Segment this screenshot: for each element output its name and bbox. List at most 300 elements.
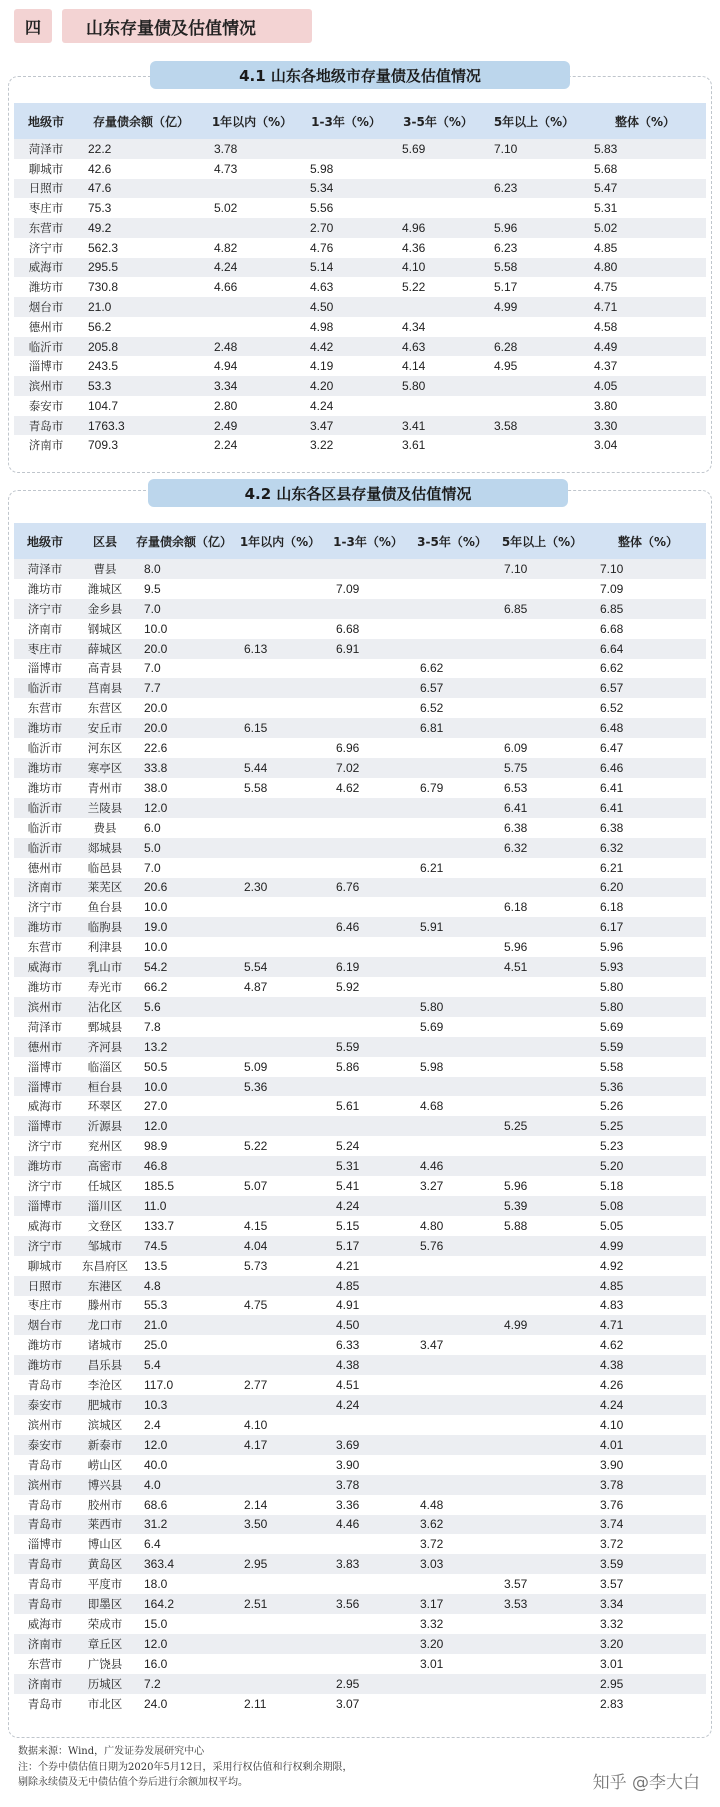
table-cell: 4.63 [392, 337, 484, 357]
table-cell: 淄川区 [76, 1196, 134, 1216]
table-cell [326, 599, 410, 619]
table-cell: 青岛市 [14, 1375, 76, 1395]
table-cell: 730.8 [78, 277, 204, 297]
table-cell: 2.80 [204, 396, 300, 416]
table-cell [494, 659, 590, 679]
table-cell [234, 997, 326, 1017]
table-row [14, 1116, 706, 1136]
table-cell [410, 1276, 494, 1296]
table-cell: 56.2 [78, 317, 204, 337]
table-cell: 5.58 [234, 778, 326, 798]
table2-header-row [14, 523, 706, 559]
table-cell: 潍城区 [76, 579, 134, 599]
table-cell [494, 1435, 590, 1455]
table-cell: 枣庄市 [14, 639, 76, 659]
table-row [14, 1276, 706, 1296]
table-cell: 42.6 [78, 159, 204, 179]
table-cell: 青岛市 [14, 1515, 76, 1535]
table-cell: 4.98 [300, 317, 392, 337]
table-cell: 5.09 [234, 1057, 326, 1077]
table-cell: 青岛市 [14, 1554, 76, 1574]
table-cell: 滨州市 [14, 376, 78, 396]
column-header: 地级市 [14, 523, 76, 559]
column-header: 区县 [76, 523, 134, 559]
table-cell: 5.02 [584, 218, 706, 238]
table-row [14, 277, 706, 297]
table-cell [326, 1654, 410, 1674]
table-cell: 5.17 [326, 1236, 410, 1256]
table-cell: 3.27 [410, 1176, 494, 1196]
table-cell [326, 678, 410, 698]
table-cell [234, 599, 326, 619]
table-cell: 2.51 [234, 1594, 326, 1614]
table-cell: 青岛市 [14, 1574, 76, 1594]
table-cell: 4.10 [392, 258, 484, 278]
table-cell: 滨州市 [14, 1415, 76, 1435]
table-cell: 243.5 [78, 356, 204, 376]
table-cell: 20.0 [134, 639, 234, 659]
table-cell: 菏泽市 [14, 559, 76, 579]
table-cell: 16.0 [134, 1654, 234, 1674]
table-cell: 6.57 [590, 678, 706, 698]
table-row [14, 435, 706, 455]
table-cell: 沂源县 [76, 1116, 134, 1136]
table-row [14, 659, 706, 679]
table-cell [234, 1455, 326, 1475]
table-cell: 3.50 [234, 1515, 326, 1535]
table-cell: 东昌府区 [76, 1256, 134, 1276]
table-cell [326, 997, 410, 1017]
table-cell: 4.62 [326, 778, 410, 798]
table-row [14, 579, 706, 599]
table-cell: 费县 [76, 818, 134, 838]
table-cell: 6.41 [590, 798, 706, 818]
table-row [14, 1196, 706, 1216]
table-cell [234, 937, 326, 957]
table-cell: 5.23 [590, 1136, 706, 1156]
table-cell [204, 297, 300, 317]
table-cell: 寒亭区 [76, 758, 134, 778]
table-cell: 5.80 [590, 977, 706, 997]
table-cell: 6.32 [590, 838, 706, 858]
table-cell: 潍坊市 [14, 1335, 76, 1355]
table-cell [494, 1415, 590, 1435]
table-cell [234, 1534, 326, 1554]
table-cell: 寿光市 [76, 977, 134, 997]
table-cell: 4.94 [204, 356, 300, 376]
data-source-note: 数据来源：Wind，广发证券发展研究中心 [18, 1746, 205, 1757]
table-cell: 4.71 [584, 297, 706, 317]
table-cell: 55.3 [134, 1296, 234, 1316]
table-row [14, 718, 706, 738]
table-cell [410, 798, 494, 818]
table-cell: 博兴县 [76, 1475, 134, 1495]
table-cell: 5.88 [494, 1216, 590, 1236]
table-cell: 5.56 [300, 198, 392, 218]
table2-title: 4.2 山东各区县存量债及估值情况 [148, 479, 568, 507]
table-cell [410, 878, 494, 898]
table-cell: 兰陵县 [76, 798, 134, 818]
table-cell [410, 1355, 494, 1375]
table-cell: 4.15 [234, 1216, 326, 1236]
table-cell: 曹县 [76, 559, 134, 579]
table-cell: 4.99 [484, 297, 584, 317]
table-cell: 20.6 [134, 878, 234, 898]
table-cell: 3.03 [410, 1554, 494, 1574]
table-row [14, 1415, 706, 1435]
table-cell: 15.0 [134, 1614, 234, 1634]
table-row [14, 1335, 706, 1355]
column-header: 1-3年（%） [326, 523, 410, 559]
table-cell: 5.25 [590, 1116, 706, 1136]
table-cell: 5.91 [410, 917, 494, 937]
table-cell [326, 698, 410, 718]
table-cell [494, 1096, 590, 1116]
table-cell: 4.76 [300, 238, 392, 258]
table-row [14, 1017, 706, 1037]
table-cell: 3.41 [392, 416, 484, 436]
table-cell [410, 1315, 494, 1335]
table-cell: 菏泽市 [14, 139, 78, 159]
table-row [14, 1654, 706, 1674]
table-cell: 2.14 [234, 1495, 326, 1515]
table-cell: 12.0 [134, 1634, 234, 1654]
table-row [14, 1674, 706, 1694]
table-cell: 新泰市 [76, 1435, 134, 1455]
table-cell: 4.05 [584, 376, 706, 396]
table-cell [494, 1156, 590, 1176]
table-cell [494, 1554, 590, 1574]
table-cell [494, 1395, 590, 1415]
table-row [14, 1176, 706, 1196]
table-cell: 济南市 [14, 1674, 76, 1694]
table-cell [204, 179, 300, 199]
table-cell: 74.5 [134, 1236, 234, 1256]
table-cell: 东营区 [76, 698, 134, 718]
table-cell: 21.0 [78, 297, 204, 317]
table-row [14, 897, 706, 917]
table-cell [234, 917, 326, 937]
table-cell: 562.3 [78, 238, 204, 258]
table-row [14, 838, 706, 858]
table-cell: 20.0 [134, 718, 234, 738]
table-row [14, 297, 706, 317]
table-cell: 5.07 [234, 1176, 326, 1196]
table-cell: 5.96 [494, 937, 590, 957]
table-cell: 6.23 [484, 179, 584, 199]
table-cell: 4.51 [494, 957, 590, 977]
table-cell: 德州市 [14, 317, 78, 337]
table-cell: 363.4 [134, 1554, 234, 1574]
table-cell [410, 1435, 494, 1455]
table-cell [234, 858, 326, 878]
table-cell [494, 1355, 590, 1375]
table-cell: 桓台县 [76, 1077, 134, 1097]
table-cell [392, 297, 484, 317]
column-header: 整体（%） [590, 523, 706, 559]
table-cell [484, 396, 584, 416]
table-cell: 4.19 [300, 356, 392, 376]
table-cell: 金乡县 [76, 599, 134, 619]
table-cell: 高密市 [76, 1156, 134, 1176]
table-cell: 6.46 [326, 917, 410, 937]
table-cell: 4.0 [134, 1475, 234, 1495]
table-cell: 5.44 [234, 758, 326, 778]
table-cell [410, 1196, 494, 1216]
table-cell: 青岛市 [14, 1594, 76, 1614]
table-cell: 济南市 [14, 435, 78, 455]
table-cell: 38.0 [134, 778, 234, 798]
table-cell [234, 559, 326, 579]
table-cell [494, 698, 590, 718]
table-row [14, 818, 706, 838]
table-cell [494, 1694, 590, 1714]
table-cell: 3.22 [300, 435, 392, 455]
table-cell: 11.0 [134, 1196, 234, 1216]
table-cell: 7.10 [494, 559, 590, 579]
table-cell [494, 1515, 590, 1535]
table-cell: 潍坊市 [14, 778, 76, 798]
table-cell [326, 1634, 410, 1654]
table-cell: 4.83 [590, 1296, 706, 1316]
table-cell: 6.46 [590, 758, 706, 778]
table-cell [410, 838, 494, 858]
table-cell [410, 639, 494, 659]
table-cell [326, 1017, 410, 1037]
table-cell: 烟台市 [14, 1315, 76, 1335]
table-cell: 3.47 [410, 1335, 494, 1355]
table-cell: 3.59 [590, 1554, 706, 1574]
table-row [14, 258, 706, 278]
table-cell [410, 738, 494, 758]
table-cell: 4.75 [584, 277, 706, 297]
table-cell: 枣庄市 [14, 198, 78, 218]
table-cell: 3.80 [584, 396, 706, 416]
table-cell: 诸城市 [76, 1335, 134, 1355]
table-cell [484, 376, 584, 396]
table-cell [494, 1136, 590, 1156]
table-cell: 46.8 [134, 1156, 234, 1176]
table-cell [326, 838, 410, 858]
table-cell: 4.38 [326, 1355, 410, 1375]
table-row [14, 957, 706, 977]
table-cell [494, 718, 590, 738]
table-cell: 4.66 [204, 277, 300, 297]
table-cell: 5.05 [590, 1216, 706, 1236]
table-cell: 5.80 [590, 997, 706, 1017]
table-cell [410, 559, 494, 579]
column-header: 5年以上（%） [494, 523, 590, 559]
table-cell: 2.48 [204, 337, 300, 357]
table-cell: 莱西市 [76, 1515, 134, 1535]
table-cell: 4.80 [410, 1216, 494, 1236]
table-cell: 6.21 [590, 858, 706, 878]
table-cell: 环翠区 [76, 1096, 134, 1116]
table-cell [410, 957, 494, 977]
table-cell: 6.4 [134, 1534, 234, 1554]
table-cell: 31.2 [134, 1515, 234, 1535]
section-header [14, 9, 312, 43]
table-cell [494, 878, 590, 898]
table-cell [494, 579, 590, 599]
table-cell: 66.2 [134, 977, 234, 997]
table-cell: 3.04 [584, 435, 706, 455]
table-cell: 4.85 [584, 238, 706, 258]
table-cell: 133.7 [134, 1216, 234, 1236]
table-cell: 4.20 [300, 376, 392, 396]
table-row [14, 139, 706, 159]
table-cell: 东港区 [76, 1276, 134, 1296]
table-cell: 潍坊市 [14, 277, 78, 297]
table-cell: 6.79 [410, 778, 494, 798]
table-cell: 3.36 [326, 1495, 410, 1515]
table-row [14, 1296, 706, 1316]
column-header: 5年以上（%） [484, 103, 584, 139]
table-row [14, 858, 706, 878]
table-cell: 12.0 [134, 798, 234, 818]
table-cell: 潍坊市 [14, 977, 76, 997]
table-row [14, 218, 706, 238]
table-cell [484, 317, 584, 337]
table-cell [494, 1654, 590, 1674]
table-row [14, 977, 706, 997]
table-cell: 2.11 [234, 1694, 326, 1714]
table-cell: 滕州市 [76, 1296, 134, 1316]
table-cell: 10.3 [134, 1395, 234, 1415]
table-cell: 市北区 [76, 1694, 134, 1714]
table-cell: 4.92 [590, 1256, 706, 1276]
table-cell: 潍坊市 [14, 758, 76, 778]
table-row [14, 619, 706, 639]
table-cell: 3.61 [392, 435, 484, 455]
table-cell: 莱芜区 [76, 878, 134, 898]
table-cell [494, 1455, 590, 1475]
table-cell: 临沂市 [14, 838, 76, 858]
table-row [14, 1534, 706, 1554]
table-row [14, 376, 706, 396]
table-cell: 5.39 [494, 1196, 590, 1216]
table-cell: 任城区 [76, 1176, 134, 1196]
table-cell: 3.01 [410, 1654, 494, 1674]
table-cell: 1763.3 [78, 416, 204, 436]
table-cell: 邹城市 [76, 1236, 134, 1256]
table-cell: 威海市 [14, 1216, 76, 1236]
table-cell: 临邑县 [76, 858, 134, 878]
table-cell: 李沧区 [76, 1375, 134, 1395]
table-cell [410, 1136, 494, 1156]
table-cell: 6.20 [590, 878, 706, 898]
table-cell: 5.93 [590, 957, 706, 977]
table-cell: 5.69 [392, 139, 484, 159]
table-cell: 4.46 [410, 1156, 494, 1176]
table-cell: 淄博市 [14, 1116, 76, 1136]
table-cell: 4.24 [300, 396, 392, 416]
table-row [14, 1554, 706, 1574]
table-cell [494, 678, 590, 698]
column-header: 地级市 [14, 103, 78, 139]
table-cell: 7.0 [134, 858, 234, 878]
table-cell: 胶州市 [76, 1495, 134, 1515]
table-cell: 4.68 [410, 1096, 494, 1116]
table-cell: 10.0 [134, 897, 234, 917]
table-cell: 2.4 [134, 1415, 234, 1435]
section-title: 山东存量债及估值情况 [62, 9, 312, 43]
table-row [14, 198, 706, 218]
table-row [14, 1395, 706, 1415]
table-cell [410, 1694, 494, 1714]
table-cell: 6.32 [494, 838, 590, 858]
city-bond-table [14, 103, 706, 455]
table-cell: 22.6 [134, 738, 234, 758]
table-cell: 昌乐县 [76, 1355, 134, 1375]
table-cell: 5.22 [392, 277, 484, 297]
table-cell: 5.31 [326, 1156, 410, 1176]
table-row [14, 1694, 706, 1714]
table-row [14, 917, 706, 937]
table-cell: 9.5 [134, 579, 234, 599]
table-cell: 5.96 [484, 218, 584, 238]
table-cell: 3.17 [410, 1594, 494, 1614]
table-cell: 日照市 [14, 1276, 76, 1296]
table-cell [494, 1276, 590, 1296]
table-cell: 威海市 [14, 1096, 76, 1116]
table-cell: 49.2 [78, 218, 204, 238]
table-cell: 文登区 [76, 1216, 134, 1236]
county-bond-table [14, 523, 706, 1714]
table-cell: 青岛市 [14, 1455, 76, 1475]
table-cell: 薛城区 [76, 639, 134, 659]
table-cell: 4.75 [234, 1296, 326, 1316]
table-cell: 4.38 [590, 1355, 706, 1375]
table-cell: 4.10 [234, 1415, 326, 1435]
column-header: 1年以内（%） [234, 523, 326, 559]
column-header: 1-3年（%） [300, 103, 392, 139]
table-cell: 博山区 [76, 1534, 134, 1554]
table-cell [494, 1534, 590, 1554]
table-cell [234, 579, 326, 599]
table-cell: 53.3 [78, 376, 204, 396]
table-cell [326, 1077, 410, 1097]
table-cell [494, 619, 590, 639]
table-cell: 济南市 [14, 878, 76, 898]
table-row [14, 337, 706, 357]
table-cell [326, 1574, 410, 1594]
table-cell: 济宁市 [14, 1236, 76, 1256]
table-cell: 青岛市 [14, 1694, 76, 1714]
table-cell [234, 838, 326, 858]
table-cell: 117.0 [134, 1375, 234, 1395]
table-row [14, 1594, 706, 1614]
table-cell [234, 1654, 326, 1674]
table-cell: 荣成市 [76, 1614, 134, 1634]
table-cell: 3.32 [410, 1614, 494, 1634]
table-cell: 莒南县 [76, 678, 134, 698]
table-cell: 7.2 [134, 1674, 234, 1694]
table-cell: 4.46 [326, 1515, 410, 1535]
table-cell [234, 818, 326, 838]
table-cell: 5.69 [410, 1017, 494, 1037]
table-cell: 6.23 [484, 238, 584, 258]
table-cell: 12.0 [134, 1116, 234, 1136]
table-cell: 5.96 [494, 1176, 590, 1196]
column-header: 整体（%） [584, 103, 706, 139]
table-cell: 历城区 [76, 1674, 134, 1694]
table-row [14, 1037, 706, 1057]
table-cell [234, 1475, 326, 1495]
table-cell: 7.0 [134, 659, 234, 679]
table-cell: 5.36 [590, 1077, 706, 1097]
table-cell: 临沂市 [14, 337, 78, 357]
